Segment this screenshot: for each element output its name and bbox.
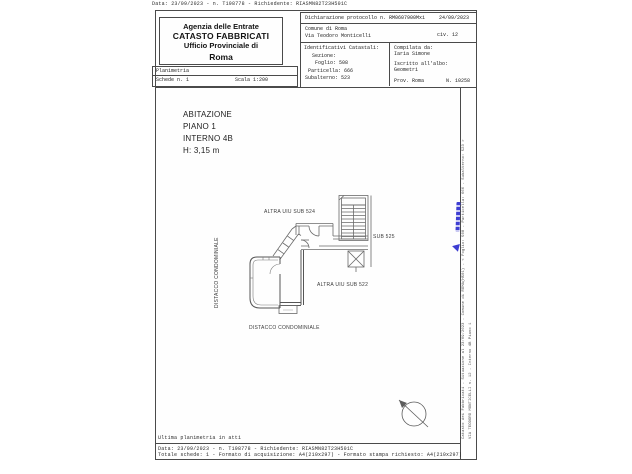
office-line: Ufficio Provinciale di <box>183 41 259 50</box>
compiler-box <box>390 43 476 86</box>
unit-interno: INTERNO 4B <box>183 134 234 143</box>
unit-walls <box>250 250 304 314</box>
compiler-province: Prov. Roma <box>394 77 425 84</box>
agency-name: Agenzia delle Entrate <box>183 22 259 31</box>
subalterno-field: Subalterno: 523 <box>305 75 351 82</box>
top-meta-line: Data: 23/09/2023 - n. T198778 - Richiedente: RIASMN82T23H501C <box>152 1 348 7</box>
drawing-bottom-line <box>155 443 460 444</box>
footer-meta-line2: Totale schede: 1 - Formato di acquisizione: A4(210x297) - Formato stampa richiesto: A4(210x297) <box>158 452 463 458</box>
scale-value: Scala 1:200 <box>234 77 268 83</box>
civic-number: civ. 12 <box>436 32 458 38</box>
catasto-title: CATASTO FABBRICATI <box>172 31 270 41</box>
staircase-shape <box>339 196 371 268</box>
compiler-number: N. 10258 <box>445 77 470 84</box>
unit-type: ABITAZIONE <box>183 110 232 119</box>
right-margin-divider <box>460 88 461 460</box>
agency-header-box <box>159 17 283 65</box>
doc-type-box <box>152 66 298 87</box>
register-label: Iscritto all'albo: <box>394 60 449 67</box>
side-text-address: VIA TEODORO MONTICELLI n. 12 - Interno 4B Piano 1 <box>469 322 473 439</box>
protocol-date: 24/09/2023 <box>439 15 470 21</box>
cadastral-ids-box <box>301 43 390 86</box>
side-text-cadastral: Catasto dei Fabbricati - Situazione al 23/09/2023 - Comune di ROMA(H501) - < Foglio: 508 - Particella: 666 - Subalterno: 523 > <box>462 139 466 439</box>
label-distacco-left: DISTACCO CONDOMINIALE <box>214 237 220 308</box>
label-sub525: SUB 525 <box>373 234 395 240</box>
footer-meta-line1: Data: 23/09/2023 - n. T198778 - Richiedente: RIASMN82T23H501C <box>158 446 354 452</box>
comune-line: Comune di Roma <box>305 26 348 32</box>
office-city: Roma <box>209 52 233 62</box>
sheets-count: Schede n. 1 <box>156 77 190 83</box>
north-arrow-icon <box>399 400 428 427</box>
street-line: Via Teodoro Monticelli <box>305 33 372 39</box>
elevator-shape <box>348 251 364 272</box>
declaration-box <box>300 12 477 88</box>
cadastral-ids-title: Identificativi Catastali: <box>304 45 380 51</box>
sezione-field: Sezione: <box>312 52 337 59</box>
label-sub524: ALTRA UIU SUB 524 <box>264 209 316 215</box>
unit-height: H: 3,15 m <box>183 146 220 155</box>
floor-plan-svg <box>155 88 460 443</box>
compiler-label: Compilata da: <box>394 45 434 51</box>
doc-type-title: Planimetria <box>153 67 297 76</box>
unit-floor: PIANO 1 <box>183 122 216 131</box>
label-distacco-bottom: DISTACCO CONDOMINIALE <box>249 325 320 331</box>
foglio-field: Foglio: 508 <box>315 60 349 67</box>
register-name: Geometri <box>394 67 419 74</box>
particella-field: Particella: 666 <box>308 67 354 74</box>
corridor-walls <box>301 236 368 250</box>
protocol-number: Dichiarazione protocollo n. RM0607900Mxi <box>305 15 426 21</box>
label-sub522: ALTRA UIU SUB 522 <box>317 282 369 288</box>
compiler-name: Iaria Simone <box>394 51 431 58</box>
entrance-lobby <box>296 224 333 249</box>
footer-last-plan: Ultima planimetria in atti <box>158 435 242 441</box>
diagonal-corridor <box>273 226 301 260</box>
